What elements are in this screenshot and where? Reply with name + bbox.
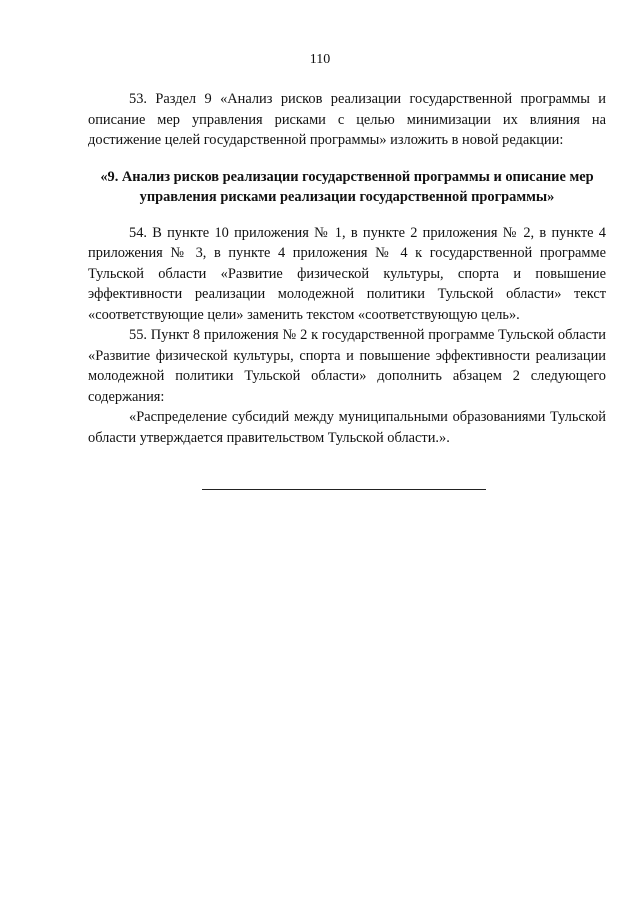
- paragraph-55: 55. Пункт 8 приложения № 2 к государственной программе Тульской области «Развитие физической культуры, спорта и повышение эффективности реализации молодежной политики Тульской области» дополнить абзацем 2 следующего содержания:: [88, 327, 606, 405]
- paragraph-54: 54. В пункте 10 приложения № 1, в пункте 2 приложения № 2, в пункте 4 приложения № 3, в пункте 4 приложения № 4 к государственной программе Тульской области «Развитие физической культуры, спорта и повышение эффективности реализации молодежной политики Тульской области» текст «соответствующие цели» заменить текстом «соответствующую цель».: [88, 224, 606, 323]
- page-number: 110: [309, 52, 331, 67]
- document-body: [88, 89, 606, 448]
- separator-line: [202, 489, 486, 490]
- paragraph-53: 53. Раздел 9 «Анализ рисков реализации государственной программы и описание мер управления рисками с целью минимизации их влияния на достижение целей государственной программы» изложить в новой редакции:: [88, 91, 606, 148]
- paragraph-quote: «Распределение субсидий между муниципальными образованиями Тульской области утверждается правительством Тульской области.».: [88, 409, 606, 446]
- section-heading: «9. Анализ рисков реализации государственной программы и описание мер управления рисками реализации государственной программы»: [100, 168, 594, 205]
